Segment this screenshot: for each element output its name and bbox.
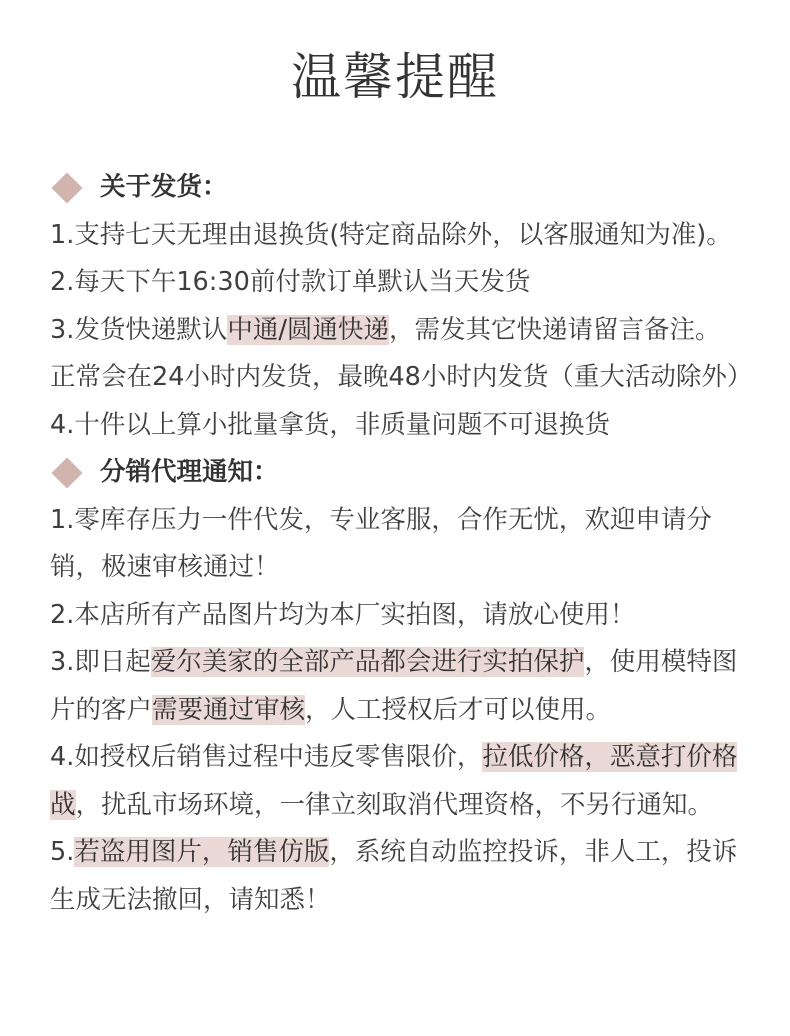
- highlighted-text: 需要通过审核: [152, 694, 306, 725]
- section-heading-label: 分销代理通知：: [100, 457, 279, 487]
- text-segment: 2.本店所有产品图片均为本厂实拍图，请放心使用！: [50, 599, 636, 630]
- highlighted-text: 中通/圆通快递: [227, 314, 389, 345]
- text-segment: 5.: [50, 837, 75, 867]
- distribution-line-3: [50, 639, 750, 734]
- text-segment: ，系统自动监控投诉，非人工，投诉生成无法撤回，请知悉！: [50, 837, 738, 915]
- highlighted-text: 拉低价格，恶意打价格战: [50, 742, 738, 820]
- text-segment: 2.每天下午16:30前付款订单默认当天发货: [50, 267, 531, 297]
- text-segment: ，扰乱市场环境，一律立刻取消代理资格，不另行通知。: [75, 789, 714, 820]
- text-segment: 正常会在24小时内发货，最晚48小时内发货（重大活动除外）: [50, 362, 753, 392]
- section-heading-label: 关于发货：: [100, 172, 228, 202]
- distribution-line-1: [50, 497, 750, 592]
- shipping-line-4: [50, 354, 753, 402]
- text-segment: ，人工授权后才可以使用。: [305, 694, 612, 725]
- notice-content: [50, 164, 753, 924]
- section-heading-shipping: [50, 164, 750, 212]
- shipping-line-2: [50, 259, 750, 307]
- text-segment: 4.十件以上算小批量拿货，非质量问题不可退换货: [50, 409, 610, 440]
- text-segment: 3.发货快递默认: [50, 314, 228, 345]
- distribution-line-5: [50, 829, 750, 924]
- text-segment: ，需发其它快递请留言备注。: [388, 314, 721, 345]
- distribution-line-2: [50, 592, 750, 640]
- distribution-line-4: [50, 734, 750, 829]
- text-segment: 3.即日起: [50, 647, 151, 677]
- text-segment: 1.零库存压力一件代发，专业客服，合作无忧，欢迎申请分销，极速审核通过！: [50, 504, 712, 582]
- shipping-line-5: [50, 402, 750, 450]
- text-segment: 1.支持七天无理由退换货(特定商品除外，以客服通知为准)。: [50, 219, 732, 250]
- text-segment: 4.如授权后销售过程中违反零售限价，: [50, 742, 483, 772]
- page-title: 温馨提醒: [291, 48, 499, 106]
- diamond-icon: [51, 457, 82, 488]
- shipping-line-3: [50, 307, 750, 355]
- text-segment: ，使用模特图片的客户: [50, 647, 738, 725]
- shipping-line-1: [50, 212, 750, 260]
- diamond-icon: [51, 172, 82, 203]
- highlighted-text: 爱尔美家的全部产品都会进行实拍保护: [150, 647, 585, 677]
- section-heading-distribution: [50, 449, 750, 497]
- highlighted-text: 若盗用图片，销售仿版: [74, 837, 330, 867]
